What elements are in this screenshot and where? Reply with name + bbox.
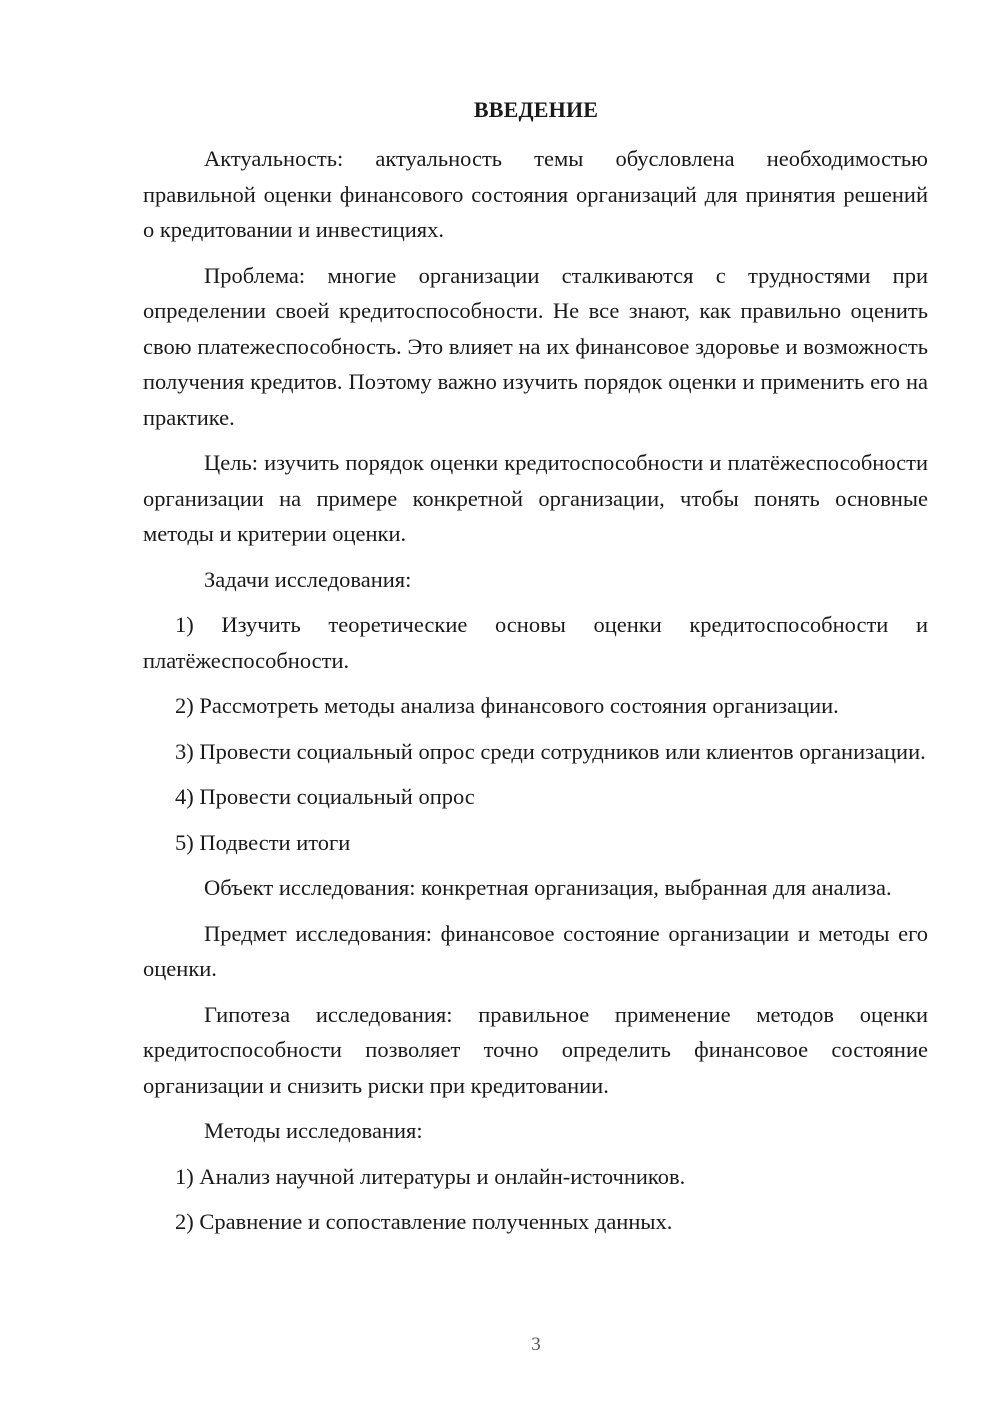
page-number: 3 xyxy=(531,1334,541,1355)
task-item-5: 5) Подвести итоги xyxy=(175,829,351,855)
paragraph-tasks-heading: Задачи исследования: xyxy=(204,566,412,592)
method-item-2: 2) Сравнение и сопоставление полученных данных. xyxy=(175,1209,673,1234)
paragraph-goal: Цель: изучить порядок оценки кредитоспособности и платёжеспособности организации на примере конкретной организации, чтобы понять основные методы и критерии оценки. xyxy=(143,450,928,546)
paragraph-subject: Предмет исследования: финансовое состояние организации и методы его оценки. xyxy=(143,920,928,981)
task-item-4: 4) Провести социальный опрос xyxy=(175,784,475,809)
task-item-3: 3) Провести социальный опрос среди сотрудников или клиентов организации. xyxy=(175,738,926,764)
paragraph-hypothesis: Гипотеза исследования: правильное применение методов оценки кредитоспособности позволяет точно определить финансовое состояние организации и снизить риски при кредитовании. xyxy=(143,1001,928,1098)
paragraph-object: Объект исследования: конкретная организация, выбранная для анализа. xyxy=(204,875,892,900)
paragraph-relevance: Актуальность: актуальность темы обусловлена необходимостью правильной оценки финансового состояния организаций для принятия решений о кредитовании и инвестициях. xyxy=(143,146,928,242)
paragraph-methods-heading: Методы исследования: xyxy=(204,1118,423,1143)
task-item-1: 1) Изучить теоретические основы оценки кредитоспособности и платёжеспособности. xyxy=(143,612,928,673)
page-body xyxy=(143,141,928,1250)
paragraph-problem: Проблема: многие организации сталкиваются с трудностями при определении своей кредитоспособности. Не все знают, как правильно оценить свою платежеспособность. Это влияет на их финансовое здоровье и возможность получения кредитов. Поэтому важно изучить порядок оценки и применить его на практике. xyxy=(143,262,928,430)
task-item-2: 2) Рассмотреть методы анализа финансового состояния организации. xyxy=(175,693,839,718)
method-item-1: 1) Анализ научной литературы и онлайн-источников. xyxy=(175,1163,686,1189)
section-title: ВВЕДЕНИЕ xyxy=(473,97,599,122)
